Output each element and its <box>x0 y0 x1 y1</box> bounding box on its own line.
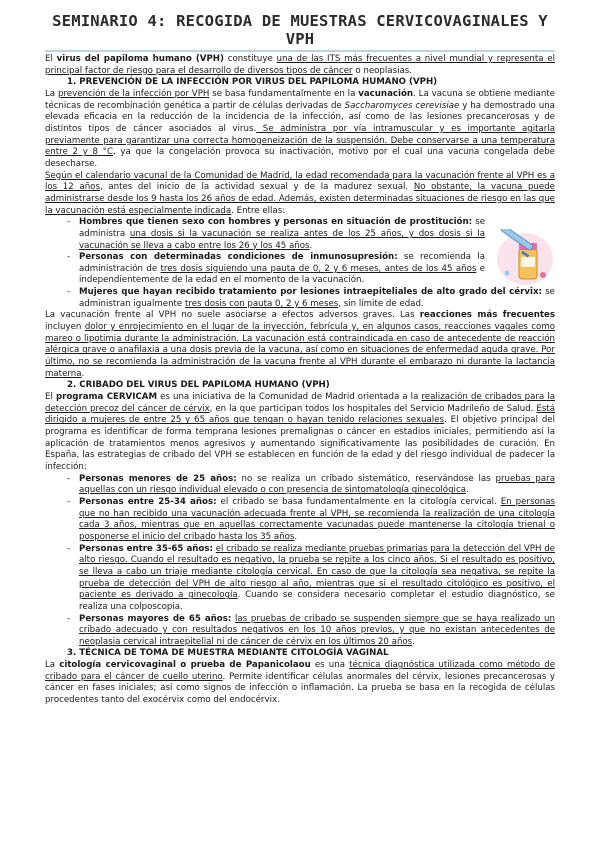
underlined-text: tres dosis siguiendo una pauta de 0, 2 y 6 meses, antes de los 45 años <box>160 263 477 274</box>
item-label: Personas menores de 25 años: <box>79 473 237 484</box>
text: y ha demostrado una elevada eficacia en la reducción de la incidencia de la infección, así como de las lesiones precancerosas y de distintos tipos de cáncer asociados al virus. <box>45 100 555 134</box>
text: La vacunación frente al VPH no suele asociarse a efectos adversos graves. Las <box>45 310 420 321</box>
term-vph: virus del papiloma humano (VPH) <box>56 54 224 64</box>
screening-groups-list <box>45 474 555 649</box>
text: El <box>45 392 56 403</box>
section-3-heading: 3. TÉCNICA DE TOMA DE MUESTRA MEDIANTE CITOLOGÍA VAGINAL <box>67 648 389 659</box>
term-cervicam: programa CERVICAM <box>55 392 158 403</box>
text: constituye <box>223 54 277 64</box>
item-label: Hombres que tienen sexo con hombres y personas en situación de prostitución: <box>79 217 473 228</box>
item-label: Personas entre 35-65 años: <box>79 543 213 554</box>
risk-groups-block <box>45 217 555 310</box>
term-vacunacion: vacunación <box>358 88 414 99</box>
title-bar <box>45 10 555 52</box>
text: . La vacuna se obtiene mediante técnicas de recombinación genética a partir de células derivadas de <box>45 88 555 111</box>
text: se administran igualmente <box>79 287 555 309</box>
text: el cribado se basa fundamentalmente en la citología cervical. <box>216 496 501 507</box>
text: , ya que la congelación provoca su inactivación, motivo por el cual una vacuna congelada debe desecharse. <box>45 147 555 169</box>
s1-paragraph-2 <box>45 171 555 218</box>
text: se recomienda la administración de <box>79 252 485 274</box>
underlined-text: No obstante, la vacuna puede administrarse desde los 9 hasta los 26 años de edad. Además, existen determinadas situaciones de riesgo en las que la vacunación está especialmente indicada <box>45 182 555 216</box>
intro-paragraph <box>45 54 555 77</box>
text: . Entre ellas: <box>231 205 286 216</box>
text: . <box>81 368 85 379</box>
list-item <box>67 217 485 252</box>
page-title: SEMINARIO 4: RECOGIDA DE MUESTRAS CERVICOVAGINALES Y VPH <box>52 12 548 48</box>
species-name: Saccharomyces cerevisiae <box>344 100 460 111</box>
text: incluyen <box>45 322 85 333</box>
text: es una iniciativa de la Comunidad de Madrid orientada a la <box>157 392 422 403</box>
item-label: Personas entre 25-34 años: <box>79 496 217 507</box>
underlined-text: tres dosis con pauta 0, 2 y 6 meses <box>184 298 339 309</box>
item-label: Personas mayores de 65 años: <box>79 613 232 624</box>
text: o neoplasias. <box>352 65 412 76</box>
risk-groups-list <box>45 217 555 310</box>
text: , antes del inicio de la actividad sexual y de la madurez sexual. <box>99 182 414 193</box>
list-item <box>67 252 485 287</box>
text: se basa fundamentalmente en la <box>209 88 359 99</box>
text: no se realiza un cribado sistemático, reservándose las <box>236 473 496 484</box>
section-2-heading: 2. CRIBADO DEL VIRUS DEL PAPILOMA HUMANO (VPH) <box>67 380 330 391</box>
vaccine-vial-syringe-icon <box>491 229 555 287</box>
underlined-text: una de las ITS más frecuentes a nivel mundial y representa el principal factor de riesgo para el desarrollo de diversos tipos de cáncer <box>45 54 556 76</box>
text: , sin límite de edad. <box>338 298 424 309</box>
text: . Permite identificar células anormales del cérvix, lesiones precancerosas y cáncer en fases iniciales; así como signos de infección o inflamación. La prueba se basa en la recogida de células procedentes tanto del exocérvix como del endocérvix. <box>45 671 555 706</box>
text: . <box>309 240 313 251</box>
item-label: Personas con determinadas condiciones de inmunosupresión: <box>79 252 398 263</box>
text: , en la que participan todos los hospitales del Servicio Madrileño de Salud. <box>209 403 537 414</box>
text: e independientemente de la edad en el momento de la vacunación. <box>79 263 485 286</box>
s1-paragraph-1 <box>45 89 555 171</box>
text: se administra <box>79 217 486 239</box>
text: . <box>294 531 298 542</box>
document-page <box>0 10 600 858</box>
list-item <box>67 474 555 497</box>
term-papanicolaou: citología cervicovaginal o prueba de Papanicolaou <box>59 660 311 671</box>
term-reacciones: reacciones más frecuentes <box>419 310 555 321</box>
item-label: Mujeres que hayan recibido tratamiento por lesiones intraepiteliales de alto grado del cérvix: <box>79 287 542 298</box>
section-1-heading: 1. PREVENCIÓN DE LA INFECCIÓN POR VIRUS DEL PAPILOMA HUMANO (VPH) <box>67 77 438 88</box>
text: es una <box>310 660 350 671</box>
s1-paragraph-3 <box>45 310 555 380</box>
underlined-text: realización de cribados para la detección precoz del cáncer de cérvix <box>45 392 555 414</box>
underlined-text: el cribado se realiza mediante pruebas primarias para la detección del VPH de alto riesgo. Cuando el resultado es negativo, la prueba se repite a los cinco años. Si el resultado es positivo, se lleva a cabo un triaje mediante citología cervical. En caso de que la citología sea negativa, se repite la prueba de detección del VPH de alto riesgo al año, mientras que si el resultado citológico es positivo, el paciente es derivado a ginecología <box>79 543 555 601</box>
text: . El objetivo principal del programa es identificar de forma temprana lesiones premalignas o cáncer en estadios iniciales, permitiendo así la aplicación de tratamientos menos agresivos y aumentando significativamente las posibilidades de curación. En España, las estrategias de cribado del VPH se establecen en función de la edad y del riesgo individual de padecer la infección: <box>45 415 555 472</box>
text: El <box>45 54 57 64</box>
underlined-text: prevención de la infección por VPH <box>57 88 210 99</box>
list-item <box>67 614 555 649</box>
list-item <box>67 287 555 310</box>
underlined-text: pruebas para aquellas con un riesgo individual elevado o con presencia de sintomatología ginecológica <box>79 473 555 496</box>
underlined-text: técnica diagnóstica utilizada como método de cribado para el cáncer de cuello uterino <box>45 660 555 682</box>
underlined-text: las pruebas de cribado se suspenden siempre que se haya realizado un cribado adecuado y con resultados negativos en los 10 años previos, y que no existan antecedentes de neoplasia cervical intraepitelial ni de cáncer de cérvix en los últimos 20 años <box>79 613 555 647</box>
underlined-text: una dosis si la vacunación se realiza antes de los 25 años, y dos dosis si la vacunación se lleva a cabo entre los 26 y los 45 años <box>79 228 485 251</box>
underlined-text: Se administra por vía intramuscular y es importante agitarla previamente para garantizar una correcta homogeneización de la suspensión. Debe conservarse a una temperatura entre 2 y 8 °C <box>45 123 555 158</box>
text: . <box>412 636 415 647</box>
list-item <box>67 497 555 544</box>
underlined-text: Está dirigido a mujeres de entre 25 y 65 años que tengan o hayan tenido relaciones sexuales <box>45 403 555 426</box>
s2-paragraph-1 <box>45 392 555 474</box>
underlined-text: En personas que no han recibido una vacunación adecuada frente al VPH, se recomienda la realización de una citología cada 3 años, mientras que en aquellas correctamente vacunadas puede mantenerse la citología trienal o posponerse el inicio del cribado hasta los 35 años <box>79 496 555 542</box>
text: La <box>45 88 58 99</box>
underlined-text: dolor y enrojecimiento en el lugar de la inyección, febrícula y, en algunos casos, reacciones vagales como mareo o lipotimia durante la administración. La vacunación está contraindicada en caso de antecedente de reacción alérgica grave o anafilaxia a una dosis previa de la vacuna, así como en situaciones de enfermedad aguda grave. Por último, no se recomienda la administración de la vacuna frente al VPH durante el embarazo ni durante la lactancia materna <box>45 322 555 379</box>
underlined-text: Según el calendario vacunal de la Comunidad de Madrid, la edad recomendada para la vacunación frente al VPH es a los 12 años <box>45 170 555 193</box>
list-item <box>67 544 555 614</box>
text: . <box>465 485 469 496</box>
text: . Cuando se considera necesario completar el estudio diagnóstico, se realiza una colposcopia. <box>79 590 555 612</box>
text: La <box>45 660 60 671</box>
s3-paragraph-1 <box>45 660 555 707</box>
